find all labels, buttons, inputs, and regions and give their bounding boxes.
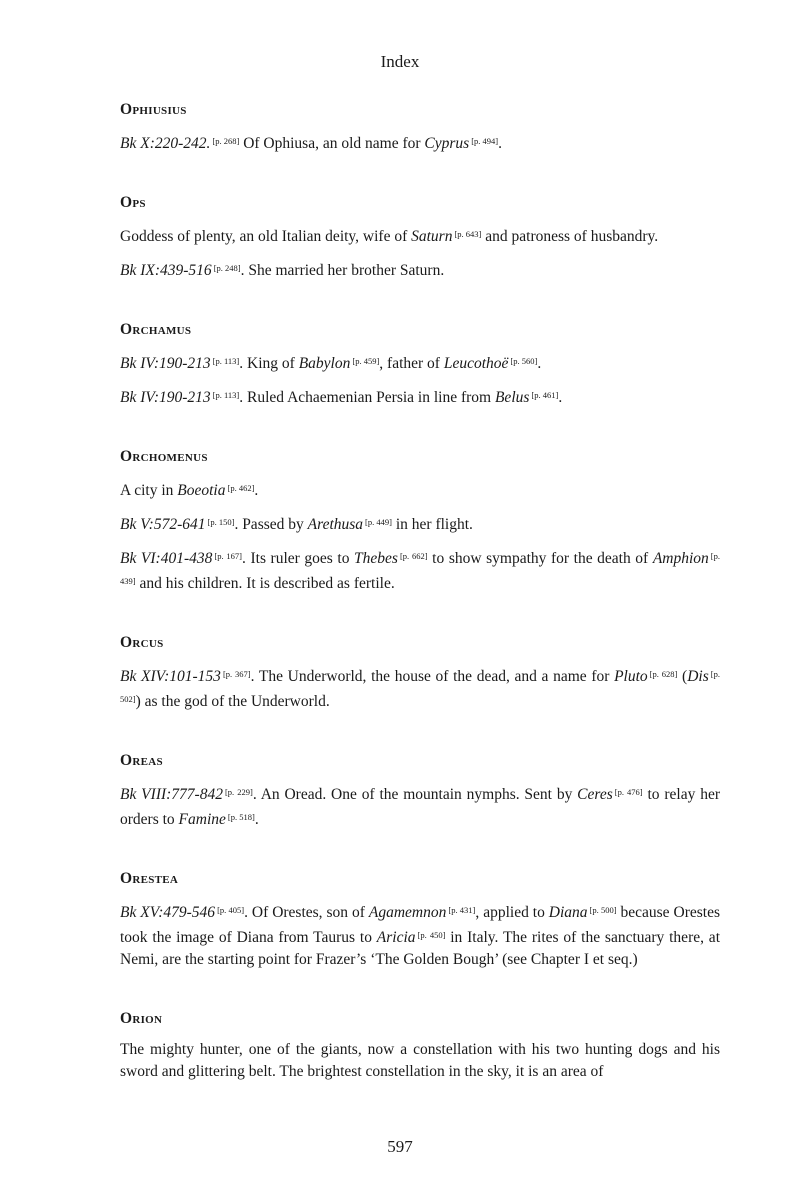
- reference-text: Cyprus: [424, 135, 470, 152]
- entry-text: [120, 477, 720, 502]
- page-reference: [p. 367]: [222, 669, 251, 679]
- reference-text: Arethusa: [307, 516, 364, 533]
- entry-heading: Oreas: [120, 752, 163, 769]
- index-entry: [120, 633, 720, 713]
- reference-text: Amphion: [652, 550, 709, 567]
- page-reference: [p. 449]: [365, 517, 392, 527]
- reference-text: Diana: [548, 904, 588, 921]
- index-entry: [120, 100, 720, 155]
- body-text: , father of: [379, 355, 444, 372]
- index-entry: [120, 193, 720, 282]
- reference-text: Babylon: [298, 355, 351, 372]
- body-text: Of Ophiusa, an old name for: [239, 135, 425, 152]
- body-text: A city in: [120, 482, 178, 499]
- body-text: .: [254, 482, 259, 499]
- entry-text: [120, 223, 720, 248]
- page-reference: [p. 113]: [212, 390, 240, 400]
- page-reference: [p. 560]: [510, 356, 538, 366]
- body-text: . Its ruler goes to: [242, 550, 355, 567]
- index-entry: [120, 447, 720, 595]
- entry-text: [120, 511, 720, 536]
- body-text: Goddess of plenty, an old Italian deity, wife of: [120, 228, 412, 245]
- page-reference: [p. 462]: [227, 483, 255, 493]
- reference-text: Bk IV:190-213: [120, 355, 211, 372]
- entry-heading: Orchomenus: [120, 448, 208, 465]
- page-reference: [p. 268]: [212, 136, 240, 146]
- body-text: , applied to: [475, 904, 549, 921]
- page-reference: [p. 113]: [212, 356, 240, 366]
- entry-heading: Orion: [120, 1010, 163, 1027]
- reference-text: Boeotia: [177, 482, 226, 499]
- entry-text: [120, 130, 720, 155]
- page-reference: [p. 500]: [589, 905, 617, 915]
- body-text: .: [498, 135, 502, 152]
- body-text: . The Underworld, the house of the dead, and a name for: [250, 668, 615, 685]
- body-text: . Passed by: [234, 516, 308, 533]
- reference-text: Thebes: [354, 550, 398, 567]
- page-reference: [p. 461]: [531, 390, 559, 400]
- page-number: 597: [387, 1137, 413, 1156]
- body-text: to show sympathy for the death of: [427, 550, 653, 567]
- body-text: . She married her brother Saturn.: [240, 262, 445, 279]
- reference-text: Bk VIII:777-842: [120, 786, 223, 803]
- page-reference: [p. 405]: [217, 905, 245, 915]
- body-text: The mighty hunter, one of the giants, now a constellation with his two hunting dogs and his sword and glittering belt. The brightest constellation in the sky, it is an area of: [120, 1041, 720, 1080]
- page-reference: [p. 476]: [614, 787, 643, 797]
- page-reference: [p. 628]: [649, 669, 678, 679]
- reference-text: Agamemnon: [368, 904, 447, 921]
- body-text: .: [558, 389, 563, 406]
- body-text: . King of: [239, 355, 299, 372]
- body-text: because Orestes took the image of Diana from Taurus to: [120, 904, 720, 946]
- body-text: .: [537, 355, 542, 372]
- body-text: . An Oread. One of the mountain nymphs. Sent by: [252, 786, 578, 803]
- page-reference: [p. 150]: [207, 517, 235, 527]
- reference-text: Ceres: [577, 786, 613, 803]
- body-text: and patroness of husbandry.: [481, 228, 659, 245]
- entry-heading: Orchamus: [120, 321, 192, 338]
- page-reference: [p. 248]: [213, 263, 241, 273]
- reference-text: Saturn: [411, 228, 453, 245]
- index-content: [120, 100, 720, 1121]
- page-reference: [p. 518]: [227, 812, 255, 822]
- reference-text: Dis: [687, 668, 709, 685]
- page-reference: [p. 439]: [120, 551, 720, 586]
- entry-text: [120, 1039, 720, 1083]
- page-reference: [p. 431]: [448, 905, 476, 915]
- entry-heading: Orcus: [120, 634, 164, 651]
- entry-text: [120, 663, 720, 713]
- reference-text: Aricia: [376, 929, 416, 946]
- reference-text: Bk V:572-641: [120, 516, 206, 533]
- page-reference: [p. 167]: [214, 551, 243, 561]
- body-text: in Italy. The rites of the sanctuary there, at Nemi, are the starting point for Frazer’s ‘The Golden Bough’ (see Chapter I et seq.): [120, 929, 720, 968]
- body-text: to relay her orders to: [120, 786, 720, 828]
- reference-text: Pluto: [614, 668, 648, 685]
- entry-text: [120, 384, 720, 409]
- page-reference: [p. 450]: [417, 930, 446, 940]
- entry-text: [120, 781, 720, 831]
- entry-heading: Ophiusius: [120, 101, 187, 118]
- page-reference: [p. 459]: [352, 356, 380, 366]
- entry-text: [120, 899, 720, 971]
- body-text: and his children. It is described as fertile.: [135, 575, 395, 592]
- index-entry: [120, 1009, 720, 1083]
- reference-text: Leucothoë: [443, 355, 509, 372]
- index-entry: [120, 320, 720, 409]
- entry-heading: Ops: [120, 194, 146, 211]
- reference-text: Bk XIV:101-153: [120, 668, 221, 685]
- page-reference: [p. 494]: [471, 136, 499, 146]
- reference-text: Bk IX:439-516: [120, 262, 212, 279]
- body-text: .: [254, 811, 259, 828]
- entry-text: [120, 257, 720, 282]
- entry-text: [120, 350, 720, 375]
- reference-text: Bk IV:190-213: [120, 389, 211, 406]
- body-text: (: [677, 668, 688, 685]
- body-text: in her flight.: [391, 516, 473, 533]
- entry-text: [120, 545, 720, 595]
- body-text: . Ruled Achaemenian Persia in line from: [239, 389, 495, 406]
- body-text: . Of Orestes, son of: [244, 904, 369, 921]
- index-entry: [120, 751, 720, 831]
- reference-text: Belus: [494, 389, 530, 406]
- page-reference: [p. 643]: [454, 229, 482, 239]
- page-reference: [p. 662]: [399, 551, 428, 561]
- page-reference: [p. 229]: [224, 787, 253, 797]
- reference-text: Famine: [178, 811, 226, 828]
- page-reference: [p. 502]: [120, 669, 720, 704]
- reference-text: Bk VI:401-438: [120, 550, 213, 567]
- running-header: Index: [380, 52, 420, 71]
- reference-text: Bk X:220-242.: [120, 135, 211, 152]
- body-text: ) as the god of the Underworld.: [135, 693, 330, 710]
- index-entry: [120, 869, 720, 971]
- entry-heading: Orestea: [120, 870, 179, 887]
- reference-text: Bk XV:479-546: [120, 904, 216, 921]
